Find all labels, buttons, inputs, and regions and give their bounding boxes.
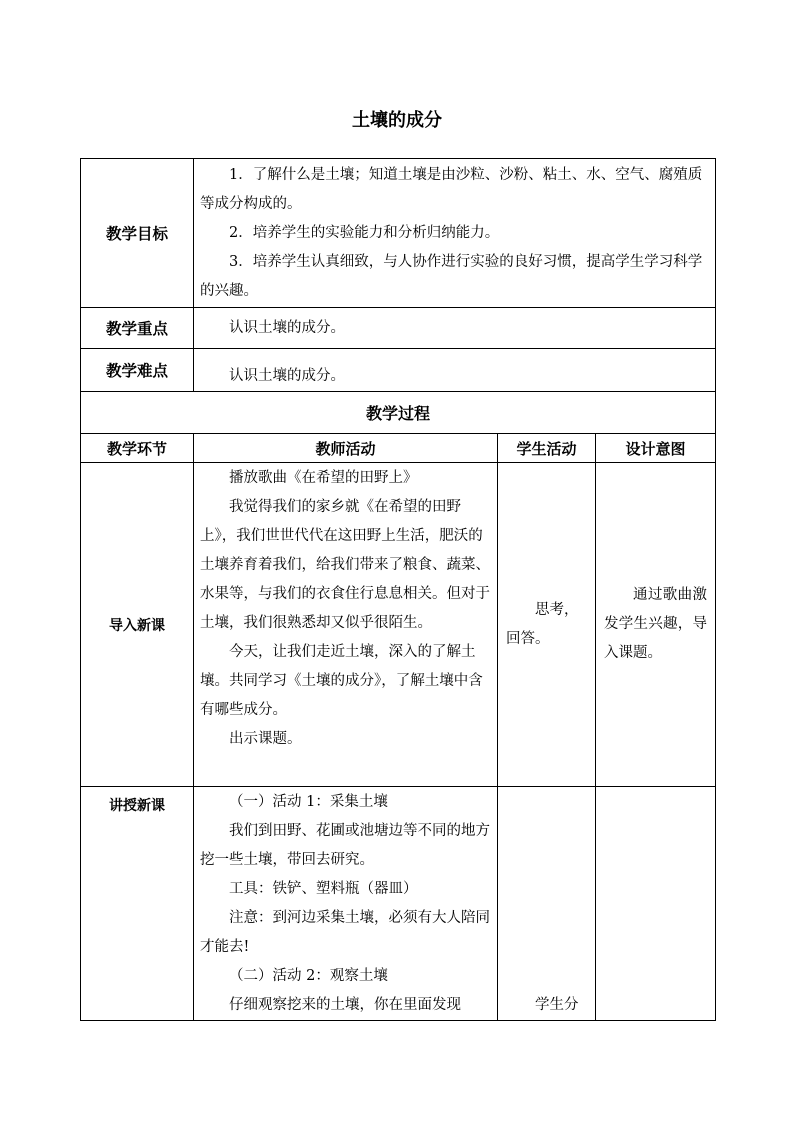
column-header-row <box>81 434 716 463</box>
teacher-paragraph: 仔细观察挖来的土壤，你在里面发现 <box>229 997 461 1013</box>
stage-cell: 讲授新课 <box>81 787 194 1021</box>
teacher-paragraph: 今天，让我们走近土壤，深入的了解土壤。共同学习《土壤的成分》，了解土壤中含有哪些成分。 <box>200 644 483 718</box>
objective-item: 2．培养学生的实验能力和分析归纳能力。 <box>229 224 500 241</box>
column-header-teacher: 教师活动 <box>194 434 498 463</box>
column-header-design: 设计意图 <box>596 434 716 463</box>
teacher-paragraph: 播放歌曲《在希望的田野上》 <box>229 470 418 486</box>
teacher-paragraph: （二）活动 2：观察土壤 <box>229 968 388 984</box>
difficulty-content <box>194 349 716 392</box>
lesson-plan-table <box>80 158 716 1021</box>
stage-cell: 导入新课 <box>81 463 194 787</box>
teacher-paragraph: 我觉得我们的家乡就《在希望的田野上》，我们世世代代在这田野上生活，肥沃的土壤养育着我们，给我们带来了粮食、蔬菜、水果等，与我们的衣食住行息息相关。但对于土壤，我们很熟悉却又似乎很陌生。 <box>200 499 490 631</box>
key-point-text: 认识土壤的成分。 <box>229 319 345 336</box>
teacher-paragraph: 出示课题。 <box>229 731 302 747</box>
student-text: 思考，回答。 <box>506 601 579 647</box>
design-intent-cell <box>596 787 716 1021</box>
design-text: 通过歌曲激发学生兴趣，导入课题。 <box>604 587 707 661</box>
key-point-content <box>194 308 716 349</box>
student-activity-cell <box>498 463 596 787</box>
table-row <box>81 787 716 1021</box>
document-title: 土壤的成分 <box>352 110 442 131</box>
teacher-paragraph: 我们到田野、花圃或池塘边等不同的地方挖一些土壤，带回去研究。 <box>200 823 490 868</box>
teacher-activity-cell <box>194 787 498 1021</box>
difficulty-text: 认识土壤的成分。 <box>229 368 345 384</box>
objective-item: 3．培养学生认真细致，与人协作进行实验的良好习惯，提高学生学习科学的兴趣。 <box>200 253 703 299</box>
process-heading: 教学过程 <box>81 392 716 434</box>
design-intent-cell <box>596 463 716 787</box>
teacher-paragraph: 工具：铁铲、塑料瓶（器皿） <box>229 881 418 897</box>
process-heading-row <box>81 392 716 434</box>
objectives-content <box>194 159 716 308</box>
column-header-stage: 教学环节 <box>81 434 194 463</box>
objective-item: 1．了解什么是土壤；知道土壤是由沙粒、沙粉、粘土、水、空气、腐殖质等成分构成的。 <box>200 166 703 212</box>
difficulty-row <box>81 349 716 392</box>
objectives-label: 教学目标 <box>81 159 194 308</box>
teacher-paragraph: （一）活动 1：采集土壤 <box>229 794 388 810</box>
table-row <box>81 463 716 787</box>
key-point-label: 教学重点 <box>81 308 194 349</box>
student-activity-cell <box>498 787 596 1021</box>
teacher-paragraph: 注意：到河边采集土壤，必须有大人陪同才能去! <box>200 910 490 955</box>
column-header-student: 学生活动 <box>498 434 596 463</box>
difficulty-label: 教学难点 <box>81 349 194 392</box>
teacher-activity-cell <box>194 463 498 787</box>
student-text: 学生分 <box>535 997 579 1013</box>
objectives-row <box>81 159 716 308</box>
key-point-row <box>81 308 716 349</box>
